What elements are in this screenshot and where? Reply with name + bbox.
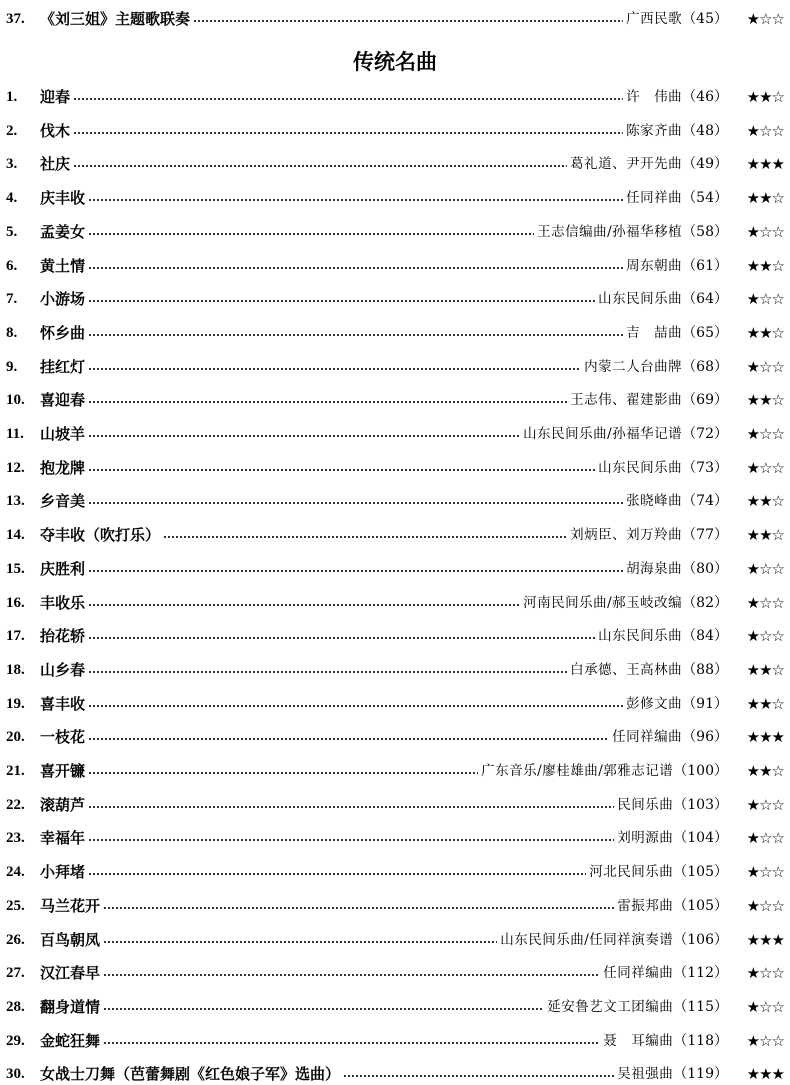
dot-leader — [88, 671, 567, 673]
entry-page: （45） — [682, 11, 728, 27]
entry-title: 黄土情 — [40, 256, 86, 275]
toc-entry[interactable] — [6, 625, 784, 647]
entry-number: 5. — [6, 223, 18, 240]
toc-entry[interactable] — [6, 592, 784, 614]
dot-leader — [163, 536, 567, 538]
difficulty-stars: ★☆☆ — [746, 1031, 784, 1050]
dot-leader — [88, 637, 595, 639]
entry-title: 百鸟朝凤 — [40, 930, 101, 949]
entry-composer: 河北民间乐曲 — [589, 864, 674, 881]
entry-title: 喜迎春 — [40, 391, 86, 410]
entry-composer: 山东民间乐曲 — [598, 459, 683, 476]
difficulty-stars: ★★☆ — [746, 323, 784, 342]
entry-composer: 陈家齐曲 — [626, 122, 683, 139]
entry-page: （91） — [682, 695, 728, 712]
entry-composer: 山东民间乐曲/任同祥演奏谱 — [500, 931, 674, 948]
toc-entry[interactable] — [6, 659, 784, 681]
toc-entry[interactable] — [6, 322, 784, 344]
entry-composer: 刘明源曲 — [617, 830, 674, 847]
difficulty-stars: ★★☆ — [746, 88, 784, 106]
entry-composer: 内蒙二人台曲牌 — [584, 358, 683, 375]
dot-leader — [88, 839, 614, 841]
entry-composer: 广西民歌 — [626, 11, 683, 27]
entry-title: 翻身道情 — [40, 997, 101, 1016]
entry-composer: 聂 耳编曲 — [603, 1032, 674, 1049]
dot-leader — [88, 705, 623, 707]
entry-page: （46） — [682, 89, 728, 105]
entry-page: （49） — [682, 156, 728, 173]
entry-composer: 河南民间乐曲/郝玉岐改编 — [523, 594, 683, 611]
entry-number: 23. — [6, 830, 25, 847]
entry-page: （119） — [673, 1066, 728, 1083]
entry-composer: 广东音乐/廖桂雄曲/郭雅志记谱 — [481, 763, 674, 779]
toc-entry[interactable] — [6, 827, 784, 849]
entry-page: （48） — [682, 122, 728, 139]
toc-entry[interactable] — [6, 962, 784, 984]
entry-number: 9. — [6, 358, 18, 375]
toc-entry[interactable] — [6, 929, 784, 951]
entry-number: 17. — [6, 628, 25, 645]
entry-page: （69） — [682, 392, 728, 409]
entry-title: 怀乡曲 — [40, 323, 86, 342]
dot-leader — [88, 806, 614, 808]
difficulty-stars: ★☆☆ — [746, 593, 784, 612]
toc-entry[interactable] — [6, 187, 784, 209]
difficulty-stars: ★☆☆ — [746, 10, 784, 28]
entry-composer: 山东民间乐曲/孙福华记谱 — [523, 426, 683, 442]
entry-page: （105） — [673, 897, 728, 914]
entry-number: 18. — [6, 661, 25, 678]
entry-composer: 白承德、王高林曲 — [570, 661, 683, 678]
entry-number: 4. — [6, 190, 18, 207]
entry-title: 庆丰收 — [40, 189, 86, 208]
dot-leader — [88, 368, 581, 370]
entry-number: 25. — [6, 897, 25, 914]
entry-page: （72） — [682, 426, 728, 442]
dot-leader — [88, 873, 586, 875]
difficulty-stars: ★★☆ — [746, 256, 784, 275]
difficulty-stars: ★★☆ — [746, 694, 784, 713]
entry-title: 女战士刀舞（芭蕾舞剧《红色娘子军》选曲） — [40, 1065, 341, 1084]
entry-page: （104） — [673, 830, 728, 847]
entry-composer: 彭修文曲 — [626, 695, 683, 712]
entry-number: 13. — [6, 493, 25, 510]
entry-composer: 山东民间乐曲 — [598, 291, 683, 308]
entry-number: 6. — [6, 257, 18, 274]
difficulty-stars: ★☆☆ — [746, 795, 784, 814]
toc-entry[interactable] — [6, 490, 784, 512]
entry-title: 乡音美 — [40, 492, 86, 511]
dot-leader — [88, 469, 595, 471]
entry-number: 14. — [6, 527, 25, 544]
toc-entry[interactable] — [6, 693, 784, 715]
entry-number: 29. — [6, 1032, 25, 1049]
entry-page: （64） — [682, 291, 728, 308]
entry-title: 庆胜利 — [40, 559, 86, 578]
dot-leader — [73, 132, 623, 134]
entry-composer: 胡海泉曲 — [626, 560, 683, 577]
toc-entry[interactable] — [6, 356, 784, 378]
difficulty-stars: ★☆☆ — [746, 964, 784, 983]
difficulty-stars: ★★☆ — [746, 660, 784, 679]
entry-page: （112） — [673, 965, 728, 982]
entry-composer: 任同祥编曲 — [612, 729, 683, 746]
dot-leader — [88, 435, 520, 437]
difficulty-stars: ★★★ — [746, 155, 784, 174]
entry-composer: 山东民间乐曲 — [598, 628, 683, 645]
toc-entry[interactable] — [6, 794, 784, 816]
dot-leader — [88, 772, 478, 774]
entry-number: 37. — [6, 11, 25, 27]
entry-page: （103） — [673, 796, 728, 813]
dot-leader — [88, 738, 609, 740]
entry-title: 小游场 — [40, 290, 86, 309]
toc-entry[interactable] — [6, 153, 784, 175]
entry-page: （115） — [673, 998, 728, 1015]
dot-leader — [88, 267, 623, 269]
toc-entry[interactable] — [6, 558, 784, 580]
entry-title: 滚葫芦 — [40, 795, 86, 814]
difficulty-stars: ★★★ — [746, 728, 784, 747]
entry-number: 24. — [6, 864, 25, 881]
entry-composer: 任同祥编曲 — [603, 965, 674, 982]
entry-page: （82） — [682, 594, 728, 611]
entry-composer: 王志信编曲/孙福华移植 — [537, 223, 683, 240]
entry-title: 喜丰收 — [40, 694, 86, 713]
toc-entry[interactable] — [6, 726, 784, 748]
entry-title: 《刘三姐》主题歌联奏 — [40, 10, 191, 28]
difficulty-stars: ★☆☆ — [746, 997, 784, 1016]
entry-composer: 民间乐曲 — [617, 796, 674, 813]
entry-page: （88） — [682, 661, 728, 678]
entry-number: 7. — [6, 291, 18, 308]
entry-composer: 葛礼道、尹开先曲 — [570, 156, 683, 173]
dot-leader — [343, 1075, 614, 1077]
entry-number: 16. — [6, 594, 25, 611]
entry-composer: 任同祥曲 — [626, 190, 683, 207]
entry-composer: 张晓峰曲 — [626, 493, 683, 510]
difficulty-stars: ★★★ — [746, 930, 784, 949]
entry-page: （65） — [682, 324, 728, 341]
entry-title: 幸福年 — [40, 829, 86, 848]
dot-leader — [88, 334, 623, 336]
entry-composer: 吉 喆曲 — [626, 324, 683, 341]
difficulty-stars: ★★★ — [746, 1065, 784, 1084]
dot-leader — [88, 233, 534, 235]
toc-entry[interactable] — [6, 8, 784, 30]
dot-leader — [88, 300, 595, 302]
difficulty-stars: ★☆☆ — [746, 627, 784, 646]
entry-title: 社庆 — [40, 155, 71, 174]
entry-title: 迎春 — [40, 88, 71, 106]
entry-title: 丰收乐 — [40, 593, 86, 612]
dot-leader — [73, 165, 567, 167]
entry-number: 22. — [6, 796, 25, 813]
entry-number: 15. — [6, 560, 25, 577]
dot-leader — [88, 401, 567, 403]
entry-number: 19. — [6, 695, 25, 712]
entry-title: 小拜堵 — [40, 863, 86, 882]
difficulty-stars: ★☆☆ — [746, 863, 784, 882]
toc-entry[interactable] — [6, 1063, 784, 1085]
entry-title: 山坡羊 — [40, 425, 86, 443]
entry-composer: 王志伟、翟建影曲 — [570, 392, 683, 409]
toc-entry[interactable] — [6, 221, 784, 243]
entry-composer: 雷振邦曲 — [617, 897, 674, 914]
entry-composer: 延安鲁艺文工团编曲 — [547, 998, 674, 1015]
difficulty-stars: ★☆☆ — [746, 559, 784, 578]
toc-entry[interactable] — [6, 86, 784, 108]
entry-title: 山乡春 — [40, 660, 86, 679]
entry-title: 孟姜女 — [40, 222, 86, 241]
entry-page: （68） — [682, 358, 728, 375]
toc-entry[interactable] — [6, 120, 784, 142]
difficulty-stars: ★★☆ — [746, 391, 784, 410]
entry-number: 11. — [6, 426, 24, 442]
entry-page: （77） — [682, 527, 728, 544]
toc-entry[interactable] — [6, 1030, 784, 1052]
difficulty-stars: ★☆☆ — [746, 896, 784, 915]
entry-composer: 周东朝曲 — [626, 257, 683, 274]
toc-entry[interactable] — [6, 861, 784, 883]
entry-number: 20. — [6, 729, 25, 746]
entry-number: 30. — [6, 1066, 25, 1083]
toc-entry[interactable] — [6, 255, 784, 277]
entry-title: 金蛇狂舞 — [40, 1031, 101, 1050]
entry-page: （84） — [682, 628, 728, 645]
entry-page: （73） — [682, 459, 728, 476]
toc-entry[interactable] — [6, 895, 784, 917]
difficulty-stars: ★☆☆ — [746, 458, 784, 477]
entry-page: （100） — [673, 763, 728, 779]
difficulty-stars: ★☆☆ — [746, 290, 784, 309]
entry-title: 挂红灯 — [40, 357, 86, 376]
entry-title: 抱龙牌 — [40, 458, 86, 477]
difficulty-stars: ★☆☆ — [746, 222, 784, 241]
entry-number: 12. — [6, 459, 25, 476]
entry-title: 一枝花 — [40, 728, 86, 747]
entry-page: （74） — [682, 493, 728, 510]
difficulty-stars: ★★☆ — [746, 526, 784, 545]
toc-entry[interactable] — [6, 457, 784, 479]
dot-leader — [103, 941, 497, 943]
dot-leader — [88, 199, 623, 201]
dot-leader — [103, 1042, 600, 1044]
toc-entry[interactable] — [6, 996, 784, 1018]
entry-number: 3. — [6, 156, 18, 173]
dot-leader — [103, 1008, 544, 1010]
dot-leader — [88, 570, 623, 572]
entry-composer: 许 伟曲 — [626, 89, 683, 105]
entry-title: 夺丰收（吹打乐） — [40, 526, 161, 545]
entry-page: （105） — [673, 864, 728, 881]
entry-page: （96） — [682, 729, 728, 746]
toc-entry[interactable] — [6, 423, 784, 445]
entry-number: 10. — [6, 392, 25, 409]
toc-entry[interactable] — [6, 389, 784, 411]
difficulty-stars: ★★☆ — [746, 189, 784, 208]
entry-title: 喜开镰 — [40, 762, 86, 780]
entry-title: 马兰花开 — [40, 896, 101, 915]
section-title: 传统名曲 — [353, 50, 437, 74]
entry-composer: 刘炳臣、刘万羚曲 — [570, 527, 683, 544]
entry-number: 26. — [6, 931, 25, 948]
toc-entry[interactable] — [6, 524, 784, 546]
difficulty-stars: ★★☆ — [746, 762, 784, 780]
entry-number: 27. — [6, 965, 25, 982]
dot-leader — [193, 20, 623, 22]
dot-leader — [103, 974, 600, 976]
entry-title: 抬花轿 — [40, 627, 86, 646]
entry-page: （61） — [682, 257, 728, 274]
entry-number: 28. — [6, 998, 25, 1015]
difficulty-stars: ★★☆ — [746, 492, 784, 511]
entry-number: 1. — [6, 89, 18, 105]
entry-page: （106） — [673, 931, 728, 948]
dot-leader — [88, 604, 520, 606]
difficulty-stars: ★☆☆ — [746, 425, 784, 443]
entry-title: 伐木 — [40, 121, 71, 140]
entry-page: （58） — [682, 223, 728, 240]
entry-number: 21. — [6, 763, 25, 779]
toc-entry[interactable] — [6, 288, 784, 310]
dot-leader — [88, 502, 623, 504]
entry-page: （80） — [682, 560, 728, 577]
dot-leader — [103, 907, 614, 909]
difficulty-stars: ★☆☆ — [746, 829, 784, 848]
toc-entry[interactable] — [6, 760, 784, 782]
difficulty-stars: ★☆☆ — [746, 121, 784, 140]
entry-number: 2. — [6, 122, 18, 139]
difficulty-stars: ★☆☆ — [746, 357, 784, 376]
dot-leader — [73, 98, 623, 100]
entry-composer: 吴祖强曲 — [617, 1066, 674, 1083]
entry-page: （118） — [673, 1032, 728, 1049]
entry-number: 8. — [6, 324, 18, 341]
entry-page: （54） — [682, 190, 728, 207]
entry-title: 汉江春早 — [40, 964, 101, 983]
